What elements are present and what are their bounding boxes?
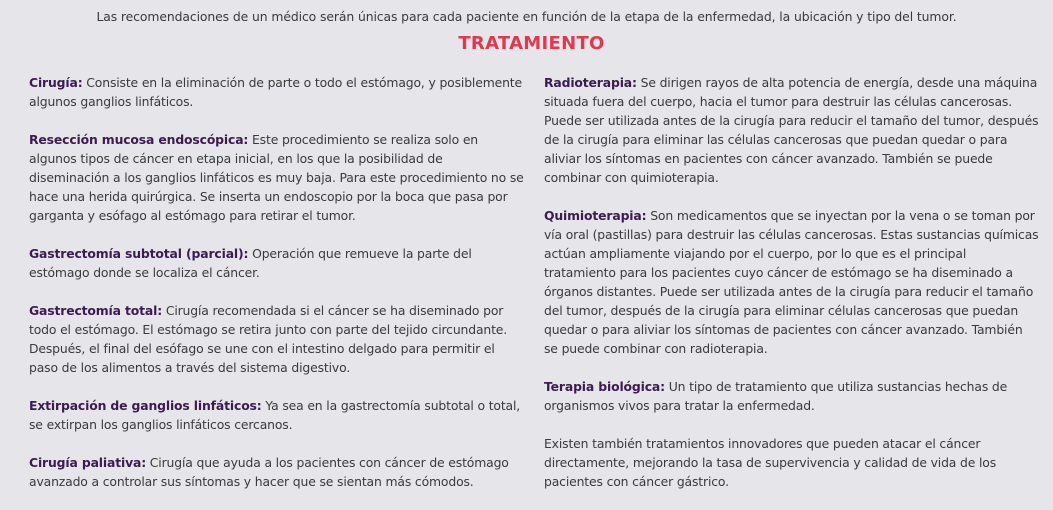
closing-text: Existen también tratamientos innovadores que pueden atacar el cáncer directamente, mejorando la tasa de supervivencia y calidad de vida de los pacientes con cáncer gástrico. [544, 436, 997, 489]
treatment-term: Cirugía: [29, 75, 83, 90]
treatment-term: Terapia biológica: [544, 379, 665, 394]
left-column [29, 73, 524, 510]
treatment-item-gastrectomia-total [29, 301, 524, 377]
treatment-item-terapia-biologica [544, 377, 1039, 415]
treatment-description: Ya sea en la gastrectomía subtotal o total, se extirpan los ganglios linfáticos cercanos. [29, 398, 521, 432]
treatment-description: Consiste en la eliminación de parte o todo el estómago, y posiblemente algunos ganglios linfáticos. [29, 75, 522, 109]
treatment-item-paliativa [29, 453, 524, 491]
section-title: TRATAMIENTO [458, 33, 605, 54]
treatment-description: Se dirigen rayos de alta potencia de energía, desde una máquina situada fuera del cuerpo, hacia el tumor para destruir las células cancerosas. Puede ser utilizada antes de la cirugía para reducir el tamaño del tumor, después de la cirugía para eliminar las células cancerosas que puedan quedar o para aliviar los síntomas en pacientes con cáncer avanzado. También se puede combinar con quimioterapia. [544, 75, 1039, 185]
treatment-description: Son medicamentos que se inyectan por la vena o se toman por vía oral (pastillas) para destruir las células cancerosas. Estas sustancias químicas actúan ampliamente viajando por el cuerpo, por lo que es el principal tratamiento para los pacientes cuyo cáncer de estómago se ha diseminado a órganos distantes. Puede ser utilizada antes de la cirugía para reducir el tamaño del tumor, después de la cirugía para eliminar células cancerosas que puedan quedar o para aliviar los síntomas de pacientes con cáncer avanzado. También se puede combinar con radioterapia. [544, 208, 1039, 356]
treatment-description: Un tipo de tratamiento que utiliza sustancias hechas de organismos vivos para tratar la enfermedad. [544, 379, 1008, 413]
right-column [544, 73, 1039, 510]
treatment-item-quimioterapia [544, 206, 1039, 358]
treatment-term: Radioterapia: [544, 75, 637, 90]
treatment-description: Cirugía que ayuda a los pacientes con cáncer de estómago avanzado a controlar sus síntomas y hacer que se sientan más cómodos. [29, 455, 509, 489]
treatment-term: Extirpación de ganglios linfáticos: [29, 398, 262, 413]
treatment-term: Gastrectomía total: [29, 303, 163, 318]
treatment-term: Cirugía paliativa: [29, 455, 147, 470]
closing-paragraph [544, 434, 1039, 491]
treatment-item-radioterapia [544, 73, 1039, 187]
treatment-term: Quimioterapia: [544, 208, 647, 223]
treatment-description: Cirugía recomendada si el cáncer se ha diseminado por todo el estómago. El estómago se retira junto con parte del tejido circundante. Después, el final del esófago se une con el intestino delgado para permitir el paso de los alimentos a través del sistema digestivo. [29, 303, 508, 375]
treatment-term: Gastrectomía subtotal (parcial): [29, 246, 249, 261]
intro-text: Las recomendaciones de un médico serán únicas para cada paciente en función de la etapa de la enfermedad, la ubicación y tipo del tumor. [96, 9, 957, 24]
treatment-description: Operación que remueve la parte del estómago donde se localiza el cáncer. [29, 246, 472, 280]
treatment-item-reseccion [29, 130, 524, 225]
treatment-item-ganglios [29, 396, 524, 434]
treatment-item-gastrectomia-subtotal [29, 244, 524, 282]
treatment-item-cirugia [29, 73, 524, 111]
treatment-term: Resección mucosa endoscópica: [29, 132, 249, 147]
treatment-description: Este procedimiento se realiza solo en algunos tipos de cáncer en etapa inicial, en los que la posibilidad de diseminación a los ganglios linfáticos es muy baja. Para este procedimiento no se hace una herida quirúrgica. Se inserta un endoscopio por la boca que pasa por garganta y esófago al estómago para retirar el tumor. [29, 132, 524, 223]
